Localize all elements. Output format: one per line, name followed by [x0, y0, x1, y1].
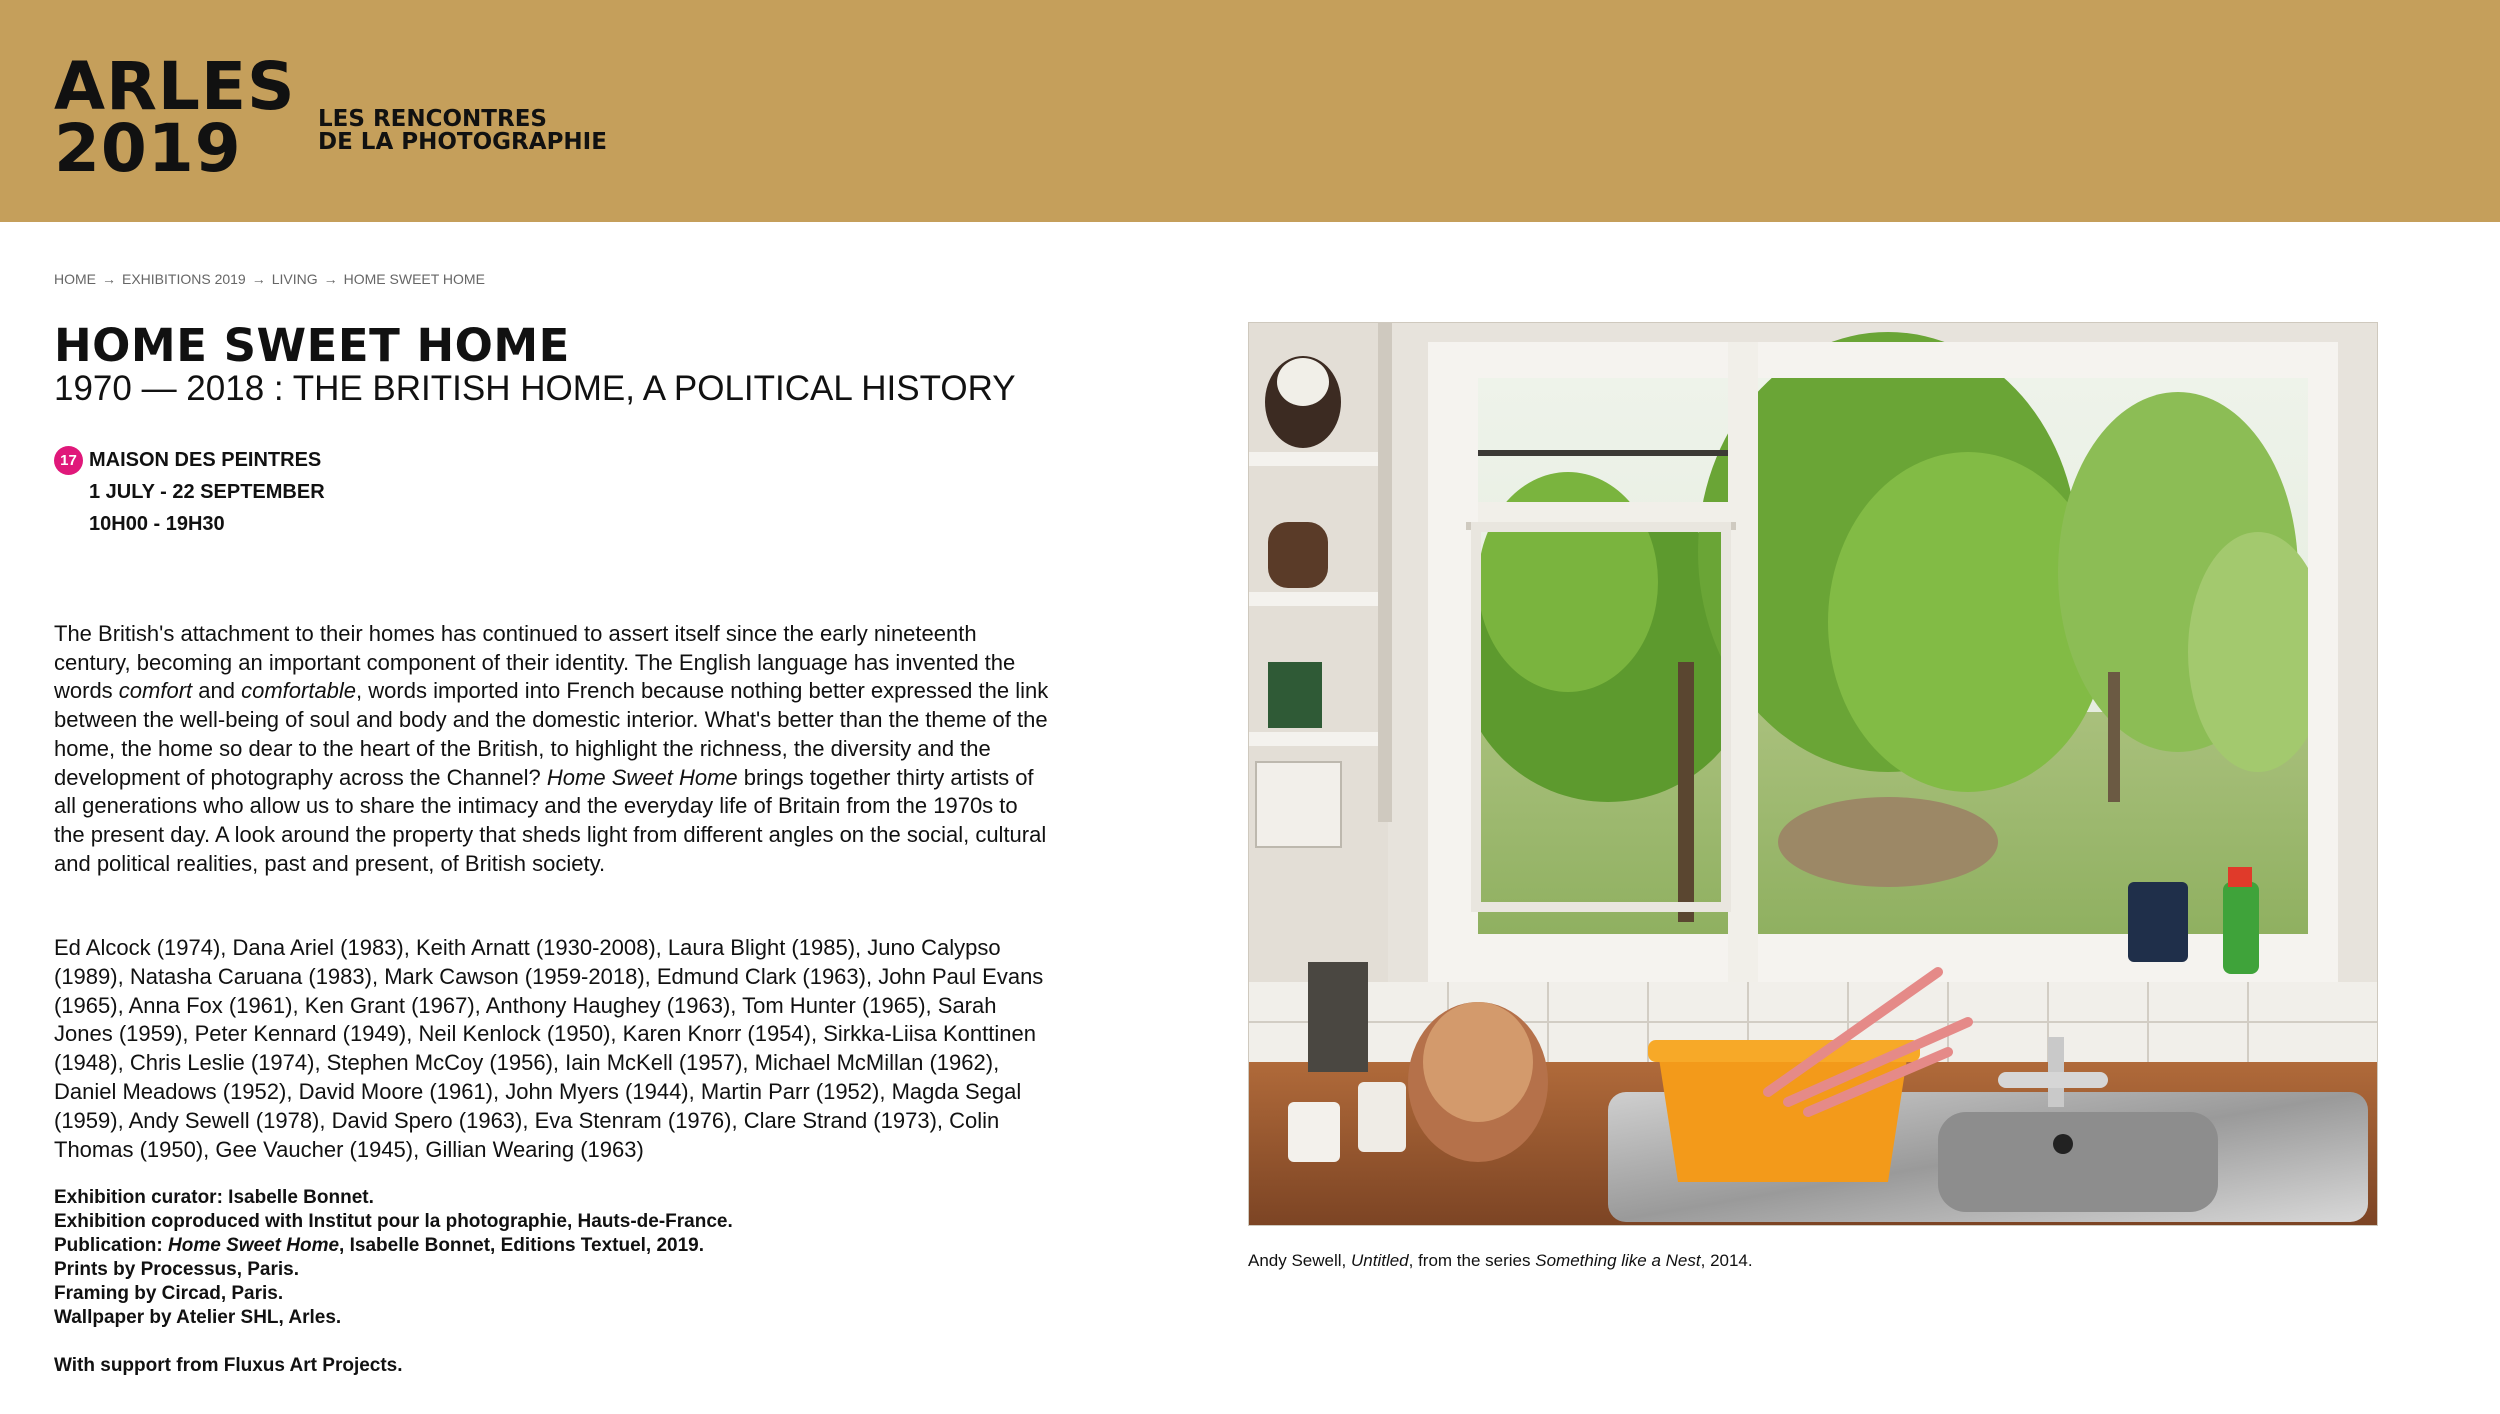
exhibition-credits	[54, 1186, 733, 1378]
credit-coproduction: Exhibition coproduced with Institut pour la photographie, Hauts-de-France.	[54, 1211, 733, 1232]
venue-number-badge: 17	[54, 446, 83, 475]
credit-framing: Framing by Circad, Paris.	[54, 1283, 284, 1304]
description-emphasis: comfort	[118, 678, 193, 704]
artists-list: Ed Alcock (1974), Dana Ariel (1983), Keith Arnatt (1930-2008), Laura Blight (1985), Juno Calypso (1989), Natasha Caruana (1983), Mark Cawson (1959-2018), Edmund Clark (1963), John Paul Evans (1965), Anna Fox (1961), Ken Grant (1967), Anthony Haughey (1963), Tom Hunter (1965), Sarah Jones (1959), Peter Kennard (1949), Neil Kenlock (1950), Karen Knorr (1954), Sirkka-Liisa Konttinen (1948), Chris Leslie (1974), Stephen McCoy (1956), Iain McKell (1957), Michael McMillan (1962), Daniel Meadows (1952), David Moore (1961), John Myers (1944), Martin Parr (1952), Magda Segal (1959), Andy Sewell (1978), David Spero (1963), Eva Stenram (1976), Clare Strand (1973), Colin Thomas (1950), Gee Vaucher (1945), Gillian Wearing (1963)	[54, 935, 1044, 1162]
breadcrumb-arrow-icon: →	[323, 271, 338, 287]
page-title: HOME SWEET HOME	[54, 319, 570, 372]
venue-name[interactable]: MAISON DES PEINTRES	[89, 449, 322, 471]
organization-name	[318, 108, 607, 154]
breadcrumb-home[interactable]: HOME	[54, 271, 96, 287]
breadcrumb-arrow-icon: →	[102, 271, 116, 287]
organization-line-1: LES RENCONTRES	[318, 106, 547, 132]
site-header	[0, 0, 2500, 222]
caption-artist: Andy Sewell,	[1248, 1251, 1351, 1270]
description-text: and	[192, 678, 242, 704]
caption-year: , 2014.	[1700, 1251, 1753, 1270]
exhibition-dates: 1 JULY - 22 SEPTEMBER	[89, 481, 325, 503]
description-text: The British's attachment to their homes has continued to assert itself since the early nineteenth century, becoming an important component of their identity. The English language has invented the words	[54, 621, 1016, 704]
breadcrumb-current[interactable]: HOME SWEET HOME	[343, 271, 485, 287]
caption-series: Something like a Nest	[1535, 1251, 1701, 1270]
description-emphasis: Home Sweet Home	[546, 764, 738, 790]
caption-text: , from the series	[1408, 1251, 1536, 1270]
breadcrumb-arrow-icon: →	[251, 271, 266, 287]
kitchen-window-photo	[1248, 322, 2378, 1226]
credit-curator: Exhibition curator: Isabelle Bonnet.	[54, 1187, 374, 1208]
photo-caption	[1248, 1251, 1753, 1271]
credit-wallpaper: Wallpaper by Atelier SHL, Arles.	[54, 1307, 342, 1328]
exhibition-description	[54, 620, 1054, 878]
caption-title: Untitled	[1351, 1251, 1409, 1270]
publication-suffix: , Isabelle Bonnet, Editions Textuel, 2019.	[339, 1235, 705, 1256]
credits-spacer	[54, 1330, 733, 1354]
publication-prefix: Publication:	[54, 1235, 168, 1256]
breadcrumb	[54, 271, 485, 287]
credit-prints: Prints by Processus, Paris.	[54, 1259, 300, 1280]
credit-publication	[54, 1234, 733, 1258]
description-emphasis: comfortable	[241, 678, 357, 704]
exhibition-photo[interactable]	[1248, 322, 2378, 1226]
publication-title: Home Sweet Home	[168, 1235, 340, 1256]
opening-hours: 10H00 - 19H30	[89, 513, 225, 535]
description-text: , words imported into French because nothing better expressed the link between the well-being of soul and body and the domestic interior. What's better than the theme of the home, the home so dear to the heart of the British, to highlight the richness, the diversity and the development of photography across the Channel?	[54, 678, 1049, 790]
organization-line-2: DE LA PHOTOGRAPHIE	[318, 129, 607, 155]
credit-support: With support from Fluxus Art Projects.	[54, 1355, 403, 1376]
breadcrumb-living[interactable]: LIVING	[271, 271, 318, 287]
description-text: brings together thirty artists of all generations who allow us to share the intimacy and the everyday life of Britain from the 1970s to the present day. A look around the property that sheds light from different angles on the social, cultural and political realities, past and present, of British society.	[54, 764, 1047, 876]
breadcrumb-exhibitions[interactable]: EXHIBITIONS 2019	[122, 271, 246, 287]
logo[interactable]	[54, 48, 296, 187]
logo-line-2: 2019	[54, 110, 242, 187]
page-subtitle: 1970 — 2018 : THE BRITISH HOME, A POLITICAL HISTORY	[54, 369, 1016, 408]
logo-line-1: ARLES	[54, 48, 296, 125]
